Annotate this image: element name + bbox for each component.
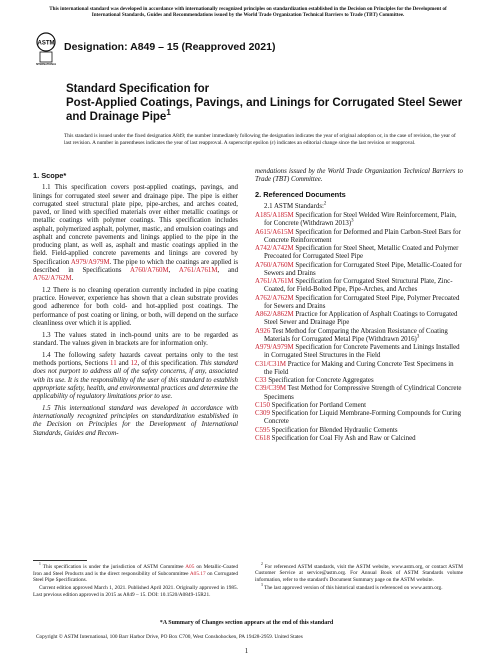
copyright: Copyright © ASTM International, 100 Barr Harbor Drive, PO Box C700, West Conshohocken, PA 19428-2959. United States — [36, 634, 303, 640]
reference-item: A926 Test Method for Comparing the Abrasion Resistance of Coating Materials for Corrugated Metal Pipe (Withdrawn 2016)$^3$ — [255, 327, 448, 343]
para-1-5-continued: mendations issued by the World Trade Organization Technical Barriers to Trade (TBT) Committee. — [255, 168, 463, 184]
reference-link[interactable]: C618 — [255, 434, 270, 442]
link-a762[interactable]: A762/A762M — [33, 275, 72, 282]
right-column — [255, 168, 463, 443]
link-a760[interactable]: A760/A760M — [129, 266, 169, 274]
link-a979[interactable]: A979/A979M — [70, 258, 110, 266]
reference-link[interactable]: C150 — [255, 401, 270, 409]
reference-item: C150 Specification for Portland Cement — [255, 401, 366, 409]
reference-list — [255, 212, 463, 443]
logo-text-top: ASTM — [37, 40, 55, 47]
logo-text-bottom: INTERNATIONAL — [36, 63, 56, 66]
link-a761[interactable]: A761/A761M — [178, 266, 218, 274]
reference-link[interactable]: C33 — [255, 377, 267, 384]
reference-item: A185/A185M Specification for Steel Welded Wire Reinforcement, Plain, for Concrete (Withdrawn 2013)$^3$ — [255, 212, 457, 228]
astm-standards-sub: 2.1 ASTM Standards:$^2$ — [264, 201, 327, 210]
para-1-4: 1.4 The following safety hazards caveat pertains only to the test methods portions, Sections 11 and 12, of this specification. This standard does not purport to address all of the safety concerns, if any, associated with its use. It is the responsibility of the user of this standard to establish appropriate safety, health, and environmental practices and determine the applicability of regulatory limitations prior to use. — [33, 351, 238, 401]
footnote-1-edition: Current edition approved March 1, 2021. Published April 2021. Originally approved in 1985. Last previous edition approved in 2015 as A849 – 15. DOI: 10.1520/A0849-15R21. — [33, 585, 238, 598]
footnotes-left — [33, 560, 238, 600]
footnote-3: $^3$ The last approved version of this historical standard is referenced on www.astm.org. — [261, 583, 443, 591]
scope-heading: 1. Scope* — [33, 171, 67, 180]
reference-item: C309 Specification for Liquid Membrane-Forming Compounds for Curing Concrete — [255, 410, 462, 426]
reference-item: A742/A742M Specification for Steel Sheet, Metallic Coated and Polymer Precoated for Corrugated Steel Pipe — [255, 245, 459, 261]
reference-item: C595 Specification for Blended Hydraulic Cements — [255, 426, 398, 434]
title-line: Standard Specification for — [66, 83, 210, 95]
footnote-2: $^2$ For referenced ASTM standards, visit the ASTM website, www.astm.org, or contact ASTM Customer Service at service@astm.org. For Annual Book of ASTM Standards volume information, refer to the standard's Document Summary page on the ASTM website. — [255, 561, 463, 583]
refs-heading: 2. Referenced Documents — [255, 189, 346, 199]
summary-of-changes-note: *A Summary of Changes section appears at the end of this standard — [159, 620, 334, 626]
reference-item: A760/A760M Specification for Corrugated Steel Pipe, Metallic-Coated for Sewers and Drains — [255, 261, 462, 277]
title-footnote-ref: 1 — [166, 108, 171, 118]
para-1-1: 1.1 This specification covers post-applied coatings, pavings, and linings for corrugated steel sewer and drainage pipe. The pipe is either corrugated steel structural plate pipe, pipe-arches, and arches coated, paved, or lined with specified materials over either metallic coatings or metallic coatings with polymer coatings. This specification includes asphalt, polymerized asphalt, polymer, mastic, and emulsion coatings and asphalt and concrete pavements and linings applied to the pipe in the producing plant, as well as, asphalt and mastic coatings applied in the field. Field-applied concrete pavements and linings are covered by Specification A979/A979M. The pipe to which the coatings are applied is described in Specifications A760/A760M, A761/A761M, and A762/A762M. — [33, 184, 239, 282]
reference-item: A862/A862M Practice for Application of Asphalt Coatings to Corrugated Steel Sewer and Drainage Pipe — [255, 311, 458, 327]
left-column — [33, 168, 238, 441]
issued-note: This standard is issued under the fixed designation A849; the number immediately following the designation indicates the year of original adoption or, in the case of revision, the year of last revision. A number in parentheses indicates the year of last reapproval. A superscript epsilon (ε) indicates an editorial change since the last revision or reapproval. — [64, 133, 456, 146]
reference-link[interactable]: A762/A762M — [255, 294, 294, 302]
reference-item: A761/A761M Specification for Corrugated Steel Structural Plate, Zinc-Coated, for Field-Bolted Pipe, Pipe-Arches, and Arches — [255, 278, 453, 294]
reference-link[interactable]: A185/A185M — [255, 212, 294, 219]
reference-item: A615/A615M Specification for Deformed and Plain Carbon-Steel Bars for Concrete Reinforcement — [255, 228, 461, 244]
reference-link[interactable]: A760/A760M — [255, 261, 294, 269]
link-a05-17[interactable]: A05.17 — [189, 570, 206, 577]
subtitle: Post-Applied Coatings, Pavings, and Linings for Corrugated Steel Sewer and Drainage Pipe — [66, 97, 463, 123]
link-section-12[interactable]: 12 — [130, 360, 138, 368]
reference-link[interactable]: A742/A742M — [255, 245, 294, 252]
wto-notice: This international standard was developed in accordance with internationally recognized principles on standardization established in the Decision on Principles for the Development of International Standards, Guides and Recommendations issued by the World Trade Organization Technical Barriers to Trade (TBT) Committee. — [49, 6, 447, 19]
reference-item: C618 Specification for Coal Fly Ash and Raw or Calcined — [255, 434, 416, 442]
page-number: 1 — [244, 647, 249, 655]
link-section-11[interactable]: 11 — [110, 360, 117, 368]
footnotes-right — [255, 560, 463, 593]
designation: Designation: A849 – 15 (Reapproved 2021) — [64, 41, 276, 53]
reference-item: C31/C31M Practice for Making and Curing Concrete Test Specimens in the Field — [255, 360, 454, 376]
link-a05[interactable]: A05 — [185, 564, 195, 570]
reference-link[interactable]: A761/A761M — [255, 278, 294, 285]
para-1-2: 1.2 There is no cleaning operation currently included in pipe coating practice. However, experience has shown that a clean substrate provides good adherence for both cold- and hot-applied post coatings. The performance of post coating or lining, or both, will depend on the surface cleanliness over which it is applied. — [33, 286, 238, 327]
astm-logo — [36, 32, 56, 66]
footnote-1: $^1$ This specification is under the jurisdiction of ASTM Committee A05 on Metallic-Coated Iron and Steel Products and is the direct responsibility of Subcommittee A05.17 on Corrugated Steel Pipe Specifications. — [33, 562, 238, 584]
reference-link[interactable]: C309 — [255, 410, 270, 417]
reference-item: A979/A979M Specification for Concrete Pavements and Linings Installed in Corrugated Steel Structures in the Field — [255, 344, 460, 360]
reference-link[interactable]: C39/C39M — [255, 385, 287, 393]
reference-link[interactable]: C31/C31M — [255, 360, 287, 368]
reference-link[interactable]: A615/A615M — [255, 228, 294, 236]
reference-link[interactable]: A979/A979M — [255, 344, 294, 351]
para-1-5: 1.5 This international standard was developed in accordance with internationally recognized principles on standardization established in the Decision on Principles for the Development of International Standards, Guides and Recom- — [33, 404, 238, 437]
reference-item: A762/A762M Specification for Corrugated Steel Pipe, Polymer Precoated for Sewers and Drains — [255, 294, 460, 310]
reference-item: C33 Specification for Concrete Aggregates — [255, 377, 374, 384]
standard-title — [66, 82, 466, 124]
reference-link[interactable]: A926 — [255, 327, 271, 335]
reference-link[interactable]: A862/A862M — [255, 311, 294, 318]
para-1-3: 1.3 The values stated in inch-pound units are to be regarded as standard. The values given in brackets are for information only. — [33, 331, 238, 347]
reference-item: C39/C39M Test Method for Compressive Strength of Cylindrical Concrete Specimens — [255, 385, 462, 401]
reference-link[interactable]: C595 — [255, 426, 270, 434]
